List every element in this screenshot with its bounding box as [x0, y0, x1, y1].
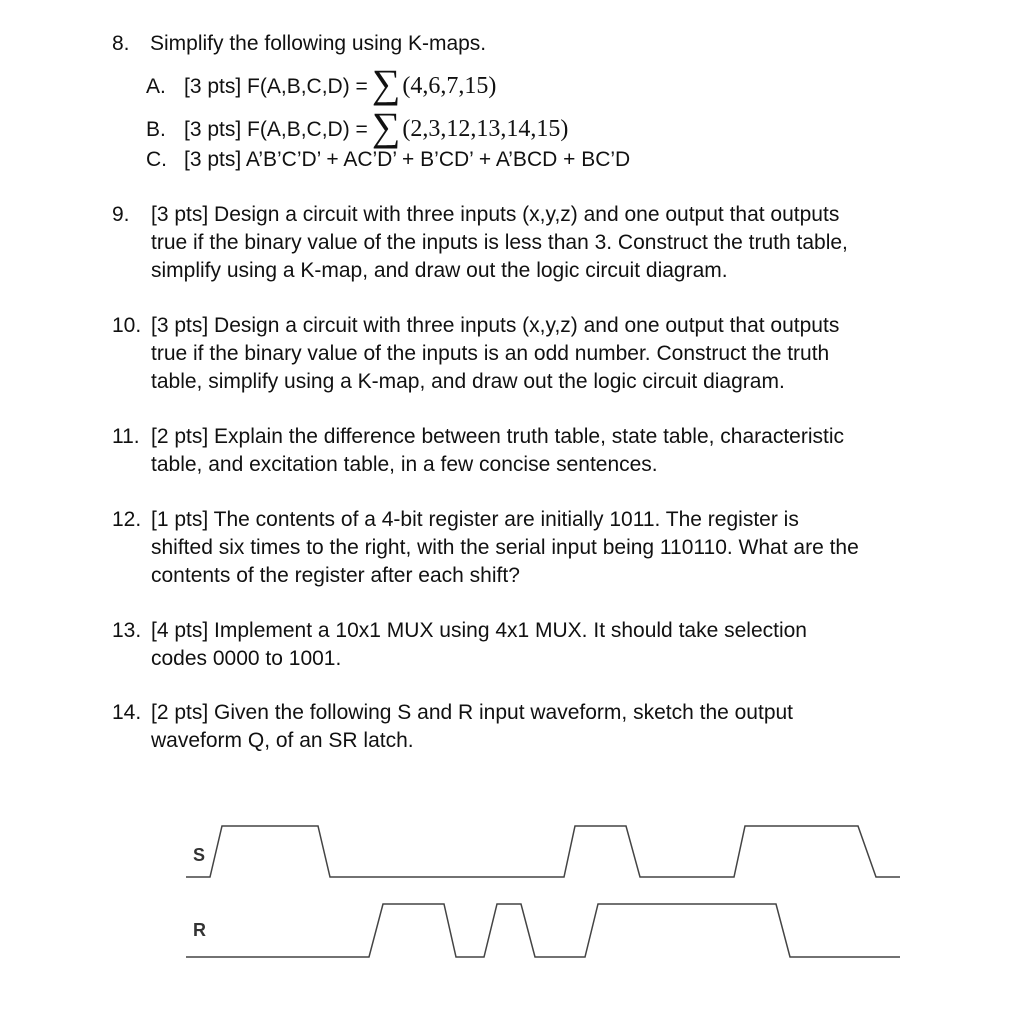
q10-number: 10.: [112, 314, 142, 337]
q8b-terms: (2,3,12,13,14,15): [402, 116, 569, 142]
q9-line-3: simplify using a K-map, and draw out the logic circuit diagram.: [151, 259, 728, 282]
q13-number: 13.: [112, 619, 142, 642]
q12-line-1: [1 pts] The contents of a 4-bit register are initially 1011. The register is: [151, 508, 799, 531]
q14-number: 14.: [112, 701, 142, 724]
q11-line-2: table, and excitation table, in a few concise sentences.: [151, 453, 658, 476]
q13-line-2: codes 0000 to 1001.: [151, 647, 342, 670]
q8b-label: B.: [146, 118, 166, 141]
q9-line-2: true if the binary value of the inputs is less than 3. Construct the truth table,: [151, 231, 848, 254]
q9-line-1: [3 pts] Design a circuit with three inputs (x,y,z) and one output that outputs: [151, 203, 840, 226]
q14-line-2: waveform Q, of an SR latch.: [151, 729, 414, 752]
q12-line-3: contents of the register after each shift?: [151, 564, 520, 587]
q12-number: 12.: [112, 508, 142, 531]
q8a-label: A.: [146, 75, 166, 98]
q10-line-3: table, simplify using a K-map, and draw out the logic circuit diagram.: [151, 370, 785, 393]
q8b-sigma: ∑: [371, 104, 401, 149]
q9-number: 9.: [112, 203, 130, 226]
q11-number: 11.: [112, 425, 140, 448]
q8a-func: F(A,B,C,D) =: [247, 75, 368, 98]
r-waveform: [186, 904, 900, 957]
q11-line-1: [2 pts] Explain the difference between truth table, state table, characteristic: [151, 425, 845, 448]
q8c-label: C.: [146, 148, 167, 171]
q8a-sigma: ∑: [371, 61, 401, 106]
q8c-points: [3 pts]: [184, 148, 242, 171]
s-signal-label: S: [193, 845, 206, 865]
q8b-func: F(A,B,C,D) =: [247, 118, 368, 141]
q14-line-1: [2 pts] Given the following S and R input waveform, sketch the output: [151, 701, 794, 724]
q10-line-2: true if the binary value of the inputs is an odd number. Construct the truth: [151, 342, 830, 365]
q10-line-1: [3 pts] Design a circuit with three inputs (x,y,z) and one output that outputs: [151, 314, 840, 337]
q8a-terms: (4,6,7,15): [402, 73, 497, 99]
q8-title: Simplify the following using K-maps.: [150, 32, 487, 55]
q8-number: 8.: [112, 32, 130, 55]
r-signal-label: R: [193, 920, 206, 940]
s-waveform: [186, 826, 900, 877]
q8c-expr: A’B’C’D’ + AC’D’ + B’CD’ + A’BCD + BC’D: [245, 148, 631, 171]
q13-line-1: [4 pts] Implement a 10x1 MUX using 4x1 MUX. It should take selection: [151, 619, 807, 642]
q8b-points: [3 pts]: [184, 118, 242, 141]
q8a-points: [3 pts]: [184, 75, 242, 98]
q12-line-2: shifted six times to the right, with the serial input being 110110. What are the: [151, 536, 859, 559]
